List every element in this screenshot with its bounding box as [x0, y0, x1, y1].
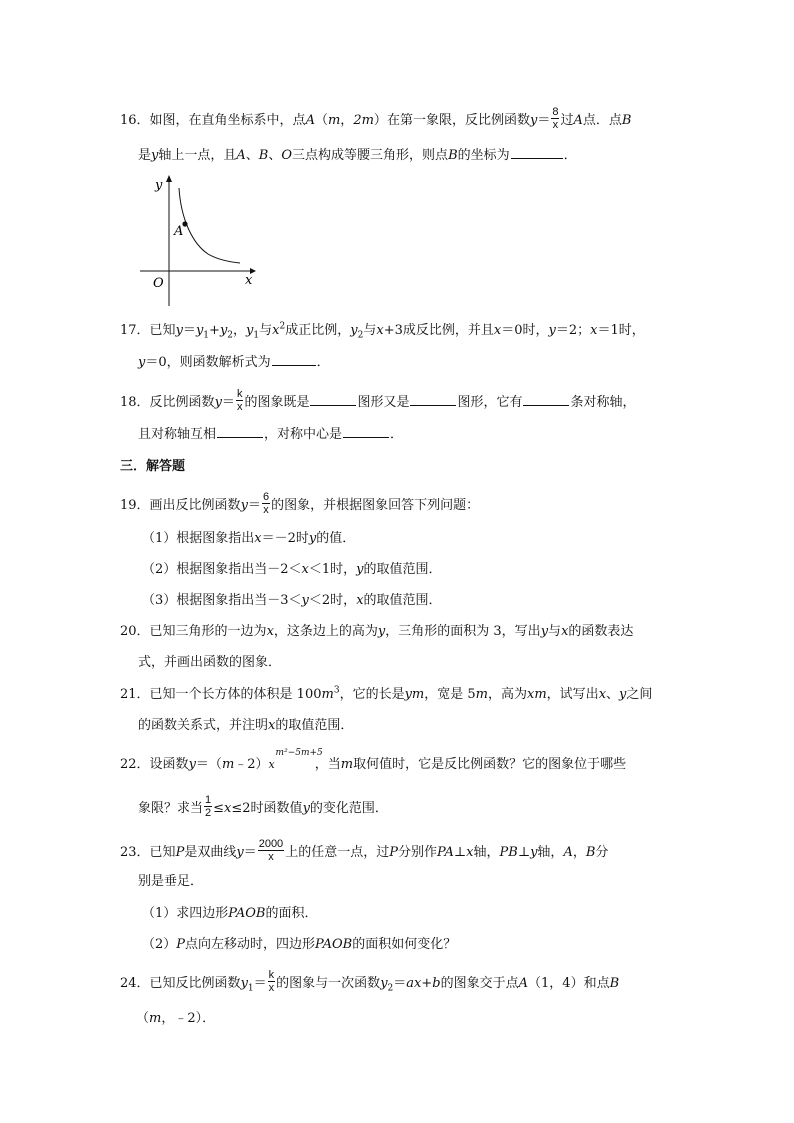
q21-line1: 21．已知一个长方体的体积是 $100m^3$，它的长是ym，宽是 5m，高为xm，试写出x、y之间: [120, 685, 653, 702]
q24-line2: （m，﹣2）．: [136, 1011, 216, 1026]
q23-line1: 23．已知P是双曲线y＝ $\frac{2000}{x}$ 上的任意一点，过P分别作PA⊥x轴，PB⊥y轴，A，B分: [120, 838, 609, 863]
point-a-label: A: [174, 224, 184, 239]
q19-fraction: $\frac{6}{x}$: [262, 491, 270, 516]
q17-line1: 17．已知$y=y_1+y_2$，$y_1$与$x^2$成正比例，$y_2$与x+3成反比例，并且x＝0时，y＝2；x＝1时，: [120, 321, 645, 341]
origin-label: O: [153, 276, 164, 291]
q16-fraction: $\frac{8}{x}$: [552, 106, 559, 131]
section-heading: 三．解答题: [120, 459, 186, 474]
q19-line1: 19．画出反比例函数y＝ $\frac{6}{x}$ 的图象，并根据图象回答下列问题：: [120, 491, 480, 516]
q19-part3: （3）根据图象指出当－3＜y＜2时，x的取值范围．: [142, 593, 442, 608]
q16-line1: 16．如图，在直角坐标系中，点A（m，2m）在第一象限，反比例函数y＝ $\frac{8}{x}$ 过A点．点B: [120, 106, 632, 131]
y-axis-label: y: [155, 178, 163, 193]
q19-part2: （2）根据图象指出当－2＜x＜1时，y的取值范围．: [142, 562, 442, 577]
q21-line2: 的函数关系式，并注明x的取值范围．: [138, 718, 354, 733]
hyperbola-curve: [179, 188, 240, 263]
q16-line2: 是y轴上一点，且A、B、O三点构成等腰三角形，则点B的坐标为 ．: [138, 148, 577, 163]
y-axis-arrow-icon: [166, 175, 172, 182]
q17-line2: y＝0，则函数解析式为 ．: [138, 355, 330, 370]
q23-line2: 别是垂足．: [138, 874, 204, 889]
q18-line2: 且对称轴互相 ，对称中心是 ．: [138, 427, 404, 442]
q19-part1: （1）根据图象指出x＝－2时y的值．: [142, 531, 356, 546]
q20-line1: 20．已知三角形的一边为x，这条边上的高为y，三角形的面积为 3，写出y与x的函数表达: [120, 624, 634, 639]
q20-line2: 式，并画出函数的图象．: [138, 655, 282, 670]
q16-hyperbola-graph: [138, 172, 258, 308]
q24-fraction: $\frac{k}{x}$: [268, 969, 275, 994]
x-axis-label: x: [245, 273, 253, 288]
answer-blank: [523, 393, 569, 406]
answer-blank: [511, 146, 563, 159]
power-expression: x m²−5m+5: [268, 748, 323, 771]
q22-line2: 象限？求当 $\frac{1}{2}$ ≤x≤2时函数值y的变化范围．: [138, 794, 388, 819]
q18-line1: 18．反比例函数y＝ $\frac{k}{x}$ 的图象既是 图形又是 图形，它有 条对称轴，: [120, 388, 636, 413]
q23-part1: （1）求四边形PAOB的面积．: [142, 906, 318, 921]
q23-part2: （2）P点向左移动时，四边形PAOB的面积如何变化？: [142, 937, 457, 952]
q23-fraction: $\frac{2000}{x}$: [258, 838, 284, 863]
q22-line1: 22．设函数y＝（m﹣2）x m²−5m+5 ，当m取何值时，它是反比例函数？它的图象位于哪些: [120, 748, 627, 772]
answer-blank: [217, 425, 263, 438]
answer-blank: [272, 353, 316, 366]
q18-fraction: $\frac{k}{x}$: [236, 388, 243, 413]
answer-blank: [410, 393, 456, 406]
answer-blank: [310, 393, 356, 406]
answer-blank: [343, 425, 389, 438]
q22-fraction: $\frac{1}{2}$: [205, 794, 212, 819]
q24-line1: 24．已知反比例函数$y_1=$ $\frac{k}{x}$ 的图象与一次函数$y_2=ax+b$的图象交于点A（1，4）和点B: [120, 969, 620, 994]
